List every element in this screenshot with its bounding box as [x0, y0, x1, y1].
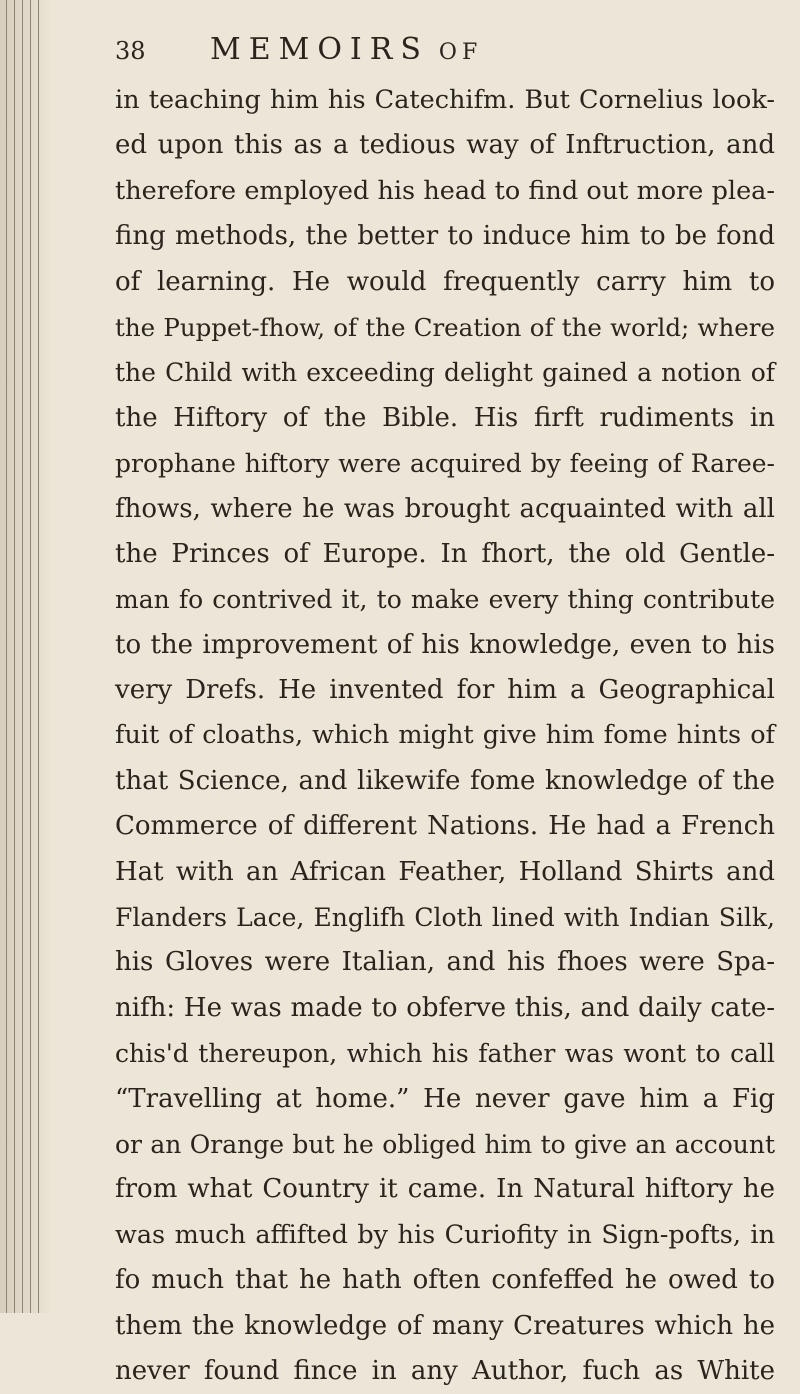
text-line: the Puppet-fhow, of the Creation of the world; where	[115, 312, 775, 342]
text-line: the Child with exceeding delight gained a notion of	[115, 358, 775, 388]
text-line: nifh: He was made to obferve this, and daily cate-	[115, 992, 775, 1023]
gutter-rule	[30, 0, 31, 1313]
text-line: fing methods, the better to induce him to be fond	[115, 221, 775, 252]
text-line: chis'd thereupon, which his father was wont to call	[115, 1039, 775, 1069]
text-line: from what Country it came. In Natural hiftory he	[115, 1174, 775, 1205]
text-line: that Science, and likewife fome knowledge of the	[115, 765, 775, 796]
page-number: 38	[115, 37, 146, 65]
text-line: his Gloves were Italian, and his fhoes were Spa-	[115, 947, 775, 978]
text-line: Flanders Lace, Englifh Cloth lined with Indian Silk,	[115, 903, 775, 933]
running-title	[210, 32, 482, 67]
text-line: prophane hiftory were acquired by feeing of Raree-	[115, 449, 775, 479]
text-line: ed upon this as a tedious way of Inftruction, and	[115, 130, 775, 161]
text-line: the Hiftory of the Bible. His firft rudiments in	[115, 402, 775, 433]
text-line: the Princes of Europe. In fhort, the old Gentle-	[115, 538, 775, 569]
text-line: therefore employed his head to find out more plea-	[115, 175, 775, 206]
text-line: them the knowledge of many Creatures which he	[115, 1310, 775, 1341]
running-title-main: MEMOIRS	[210, 32, 429, 67]
gutter-rule	[6, 0, 7, 1313]
text-line: or an Orange but he obliged him to give an account	[115, 1129, 775, 1159]
text-line: “Travelling at home.” He never gave him a Fig	[115, 1083, 775, 1114]
text-line: Commerce of different Nations. He had a French	[115, 811, 775, 842]
text-line: of learning. He would frequently carry him to	[115, 266, 775, 297]
gutter-rule	[38, 0, 39, 1313]
text-line: fo much that he hath often confeffed he owed to	[115, 1265, 775, 1296]
text-line: in teaching him his Catechifm. But Cornelius look-	[115, 85, 775, 115]
text-line: was much affifted by his Curiofity in Sign-pofts, in	[115, 1219, 775, 1250]
text-line: to the improvement of his knowledge, even to his	[115, 629, 775, 660]
text-line: fuit of cloaths, which might give him fome hints of	[115, 720, 775, 751]
gutter-rule	[22, 0, 23, 1313]
running-head	[115, 32, 775, 76]
text-line: fhows, where he was brought acquainted with all	[115, 493, 775, 524]
running-title-suffix: OF	[438, 40, 483, 65]
text-line: man fo contrived it, to make every thing contribute	[115, 585, 775, 615]
book-page	[115, 32, 775, 1394]
body-text	[115, 78, 775, 1394]
text-line: never found fince in any Author, fuch as White	[115, 1355, 775, 1386]
gutter-rule	[14, 0, 15, 1313]
text-line: very Drefs. He invented for him a Geographical	[115, 675, 775, 706]
page-gutter	[0, 0, 52, 1313]
text-line: Hat with an African Feather, Holland Shirts and	[115, 856, 775, 887]
